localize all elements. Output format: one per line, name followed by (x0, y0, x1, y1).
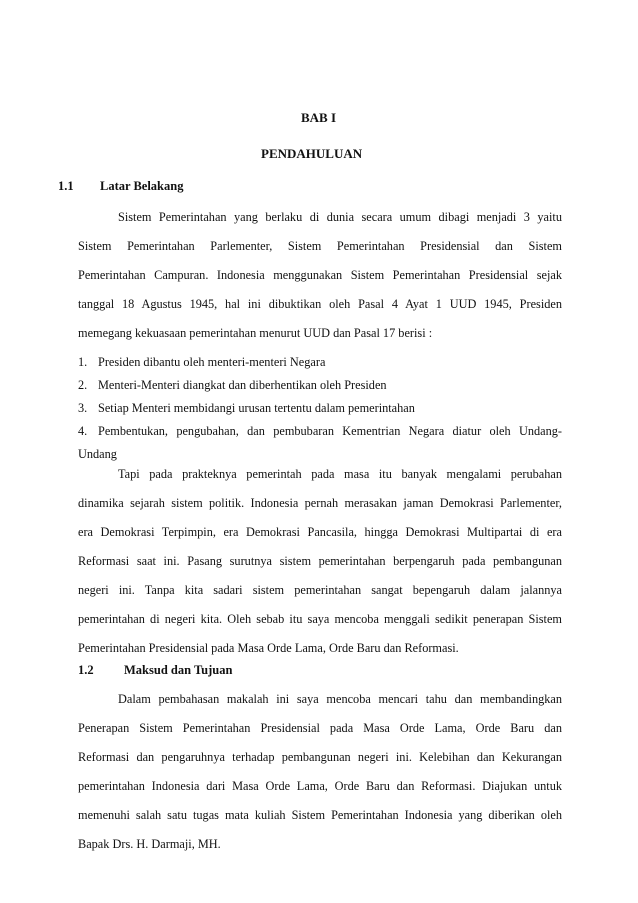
list-number: 1. (78, 355, 88, 369)
text-line: Bapak Drs. H. Darmaji, MH. (78, 837, 221, 851)
text-line: memenuhi salah satu tugas mata kuliah Sistem Pemerintahan Indonesia yang diberikan oleh (78, 808, 562, 822)
section-number-1-1: 1.1 (58, 179, 74, 193)
text-line: pemerintahan Indonesia dari Masa Orde Lama, Orde Baru dan Reformasi. Diajukan untuk (78, 779, 562, 793)
text-line: Penerapan Sistem Pemerintahan Presidensial pada Masa Orde Lama, Orde Baru dan (78, 721, 562, 735)
list-text: Menteri-Menteri diangkat dan diberhentikan oleh Presiden (98, 378, 387, 392)
text-line: Reformasi dan pengaruhnya terhadap pembangunan negeri ini. Kelebihan dan Kekurangan (78, 750, 562, 764)
list-number: 2. (78, 378, 88, 392)
list-number: 3. (78, 401, 88, 415)
list-number: 4. (78, 424, 88, 438)
list-text: Setiap Menteri membidangi urusan tertentu dalam pemerintahan (98, 401, 415, 415)
text-line: negeri ini. Tanpa kita sadari sistem pemerintahan sangat bepengaruh dalam jalannya (78, 583, 562, 597)
text-line: Pemerintahan Presidensial pada Masa Orde Lama, Orde Baru dan Reformasi. (78, 641, 459, 655)
text-line: Pemerintahan Campuran. Indonesia menggunakan Sistem Pemerintahan Presidensial sejak (78, 268, 562, 282)
paragraph-latar-belakang-2 (78, 460, 562, 663)
list-item (78, 420, 562, 443)
text-line: memegang kekuasaan pemerintahan menurut UUD dan Pasal 17 berisi : (78, 326, 433, 340)
text-line: pemerintahan di negeri kita. Oleh sebab itu saya mencoba menggali sedikit penerapan Sistem (78, 612, 562, 626)
chapter-title: PENDAHULUAN (261, 146, 363, 161)
section-title-maksud-tujuan: Maksud dan Tujuan (124, 663, 233, 677)
text-line: era Demokrasi Terpimpin, era Demokrasi Pancasila, hingga Demokrasi Multipartai di era (78, 525, 562, 539)
text-line: Sistem Pemerintahan yang berlaku di dunia secara umum dibagi menjadi 3 yaitu (118, 210, 562, 224)
text-line: Dalam pembahasan makalah ini saya mencoba mencari tahu dan membandingkan (118, 692, 562, 706)
text-line: Reformasi saat ini. Pasang surutnya sistem pemerintahan berpengaruh pada pembangunan (78, 554, 562, 568)
section-title-latar-belakang: Latar Belakang (100, 179, 184, 193)
pasal-17-list (78, 351, 562, 466)
list-text: Pembentukan, pengubahan, dan pembubaran Kementrian Negara diatur oleh Undang- (98, 424, 562, 438)
text-line: Sistem Pemerintahan Parlementer, Sistem Pemerintahan Presidensial dan Sistem (78, 239, 562, 253)
paragraph-latar-belakang-1 (78, 203, 562, 348)
text-line: dinamika sejarah sistem politik. Indonesia pernah merasakan jaman Demokrasi Parlementer, (78, 496, 562, 510)
list-item (78, 351, 562, 374)
list-item (78, 374, 562, 397)
text-line: Tapi pada prakteknya pemerintah pada masa itu banyak mengalami perubahan (118, 467, 562, 481)
list-text: Presiden dibantu oleh menteri-menteri Negara (98, 355, 326, 369)
list-item (78, 397, 562, 420)
chapter-label: BAB I (301, 110, 337, 125)
text-line: tanggal 18 Agustus 1945, hal ini dibuktikan oleh Pasal 4 Ayat 1 UUD 1945, Presiden (78, 297, 562, 311)
section-number-1-2: 1.2 (78, 663, 94, 677)
list-item-continuation: Undang (78, 447, 117, 461)
paragraph-maksud-tujuan (78, 685, 562, 859)
